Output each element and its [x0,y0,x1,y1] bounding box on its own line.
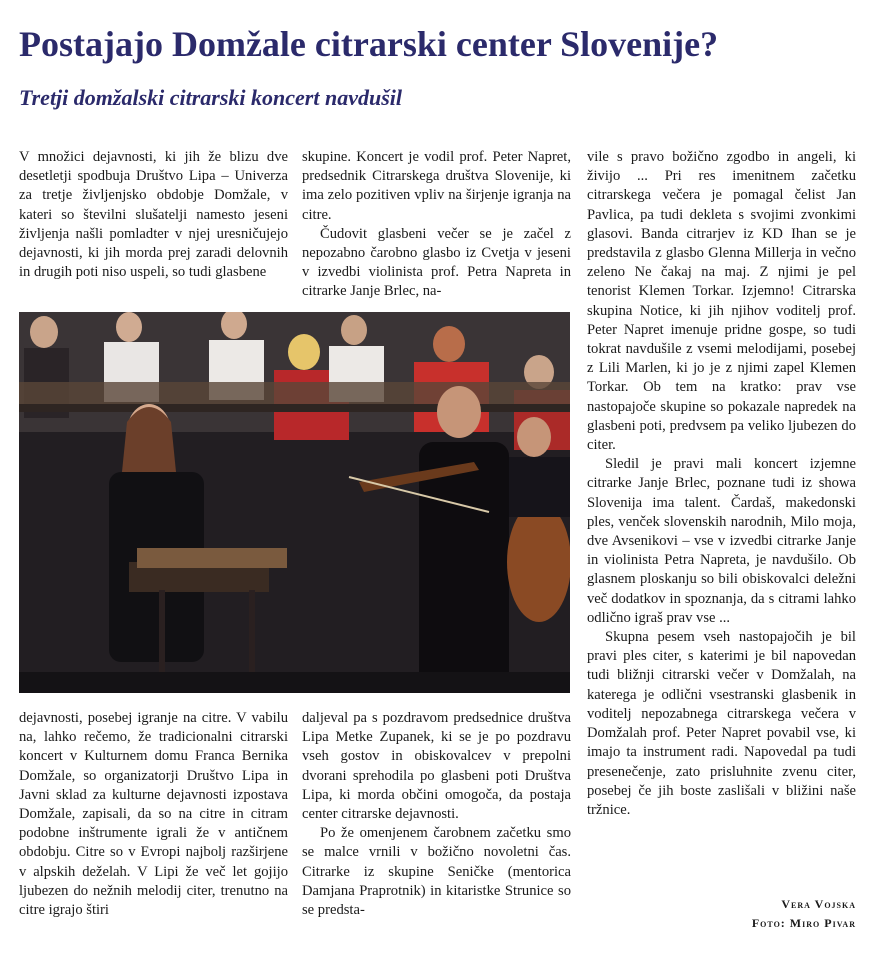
concert-photo [19,312,570,693]
text-column-4 [19,709,288,959]
paragraph: vile s pravo božično zgodbo in angeli, ki živijo ... Pri res imenitnem začetku citrarskega večera je pomagal čelist Jan Pavlica, pa tudi dekleta s svojimi zvonkimi glasovi. Banda citrarjev iz KD Ihan se je predstavila z glasbo Glenna Millerja in večno zeleno Ne čakaj na maj. Z njimi je pel tenorist Klemen Torkar. Izjemno! Citrarska skupina Notice, ki jih njihov voditelj prof. Peter Napret imenuje pridne gospe, so tudi tokrat navdušile z vsemi melodijami, posebej z Lili Marlen, ki jo je z njimi zapel Klemen Torkar. Ob tem na kratko: prav vse nastopajoče skupine so pokazale napredek na glasbeni poti, predvsem pa veliko ljubezen do citer. [587,149,856,454]
paragraph: Čudovit glasbeni večer se je začel z nepozabno čarobno glasbo iz Cvetja v jeseni v izvedbi violinista prof. Petra Napreta in citrarke Janje Brlec, na- [302,225,571,300]
photo-credit: Foto: Miro Pivar [751,916,856,930]
article-subtitle: Tretji domžalski citrarski koncert navdušil [19,85,402,110]
paragraph: daljeval pa s pozdravom predsednice društva Lipa Metke Zupanek, ki se je po pozdravu vseh gostov in obiskovalcev v prepolni dvorani sprehodila po glasbeni poti Društva Lipa, ki morda občini omogoča, da postaja center citrarske dejavnosti. [302,710,571,823]
paragraph: skupine. Koncert je vodil prof. Peter Napret, predsednik Citrarskega društva Slovenije, ki ima zelo pozitiven vpliv na širjenje igranja na citre. [302,149,571,223]
article-title: Postajajo Domžale citrarski center Slovenije? [19,24,719,64]
paragraph: dejavnosti, posebej igranje na citre. V vabilu na, lahko rečemo, že tradicionalni citrarski koncert v Kulturnem domu Franca Bernika Domžale, so organizatorji Društvo Lipa in Javni sklad za kulturne dejavnosti izpostava Domžale, zapisali, da so na citre in citram podobne inštrumente igrali že v antičnem obdobju. Citre so v Evropi najbolj razširjene v alpskih deželah. V Lipi že več let gojijo ljubezen do nežnih melodij citer, trenutno na citre igrajo štiri [19,710,288,919]
text-column-1 [19,148,288,303]
paragraph: Skupna pesem vseh nastopajočih je bil pravi ples citer, s katerimi je bil napovedan tudi bližnji citrarski večer v Domžalah, na katerega je odlični vsestranski glasbenik in voditelj nepozabnega citrarskega večera v Domžalah prof. Peter Napret povabil vse, ki imajo ta instrument radi. Napovedal pa tudi presenečenje, zato prisluhnite zvenu citer, posebej če jih boste zaslišali v bližini naše tržnice. [587,629,856,818]
paragraph: V množici dejavnosti, ki jih že blizu dve desetletji spodbuja Društvo Lipa – Univerza za tretje življenjsko obdobje Domžale, v kateri so številni slušatelji namesto jeseni življenja našli pomladter v njej uresničujejo dejavnosti, ki jih morda prej zaradi delovnih in drugih poti niso uspeli, so tudi glasbene [19,149,288,281]
text-column-2 [302,148,571,303]
paragraph: Po že omenjenem čarobnem začetku smo se malce vrnili v božično novoletni čas. Citrarke iz skupine Seničke (mentorica Damjana Praprotnik) in kitaristke Strunice so se predsta- [302,825,571,919]
concert-photo-illustration [19,312,570,693]
text-column-5 [302,709,571,959]
text-column-3 [587,148,856,898]
author-byline: Vera Vojska [781,897,856,911]
paragraph: Sledil je pravi mali koncert izjemne citrarke Janje Brlec, poznane tudi iz showa Slovenija ima talent. Čardaš, makedonski ples, venček slovenskih narodnih, Milo moja, dve Avsenikovi – vse v izvedbi citrarke Janje in violinista Petra Napreta, je navdušilo. Ob glasnem ploskanju so bili obiskovalci deležni več dodatkov in spoznanja, da s citrami lahko odlično igraš prav vse ... [587,456,856,626]
